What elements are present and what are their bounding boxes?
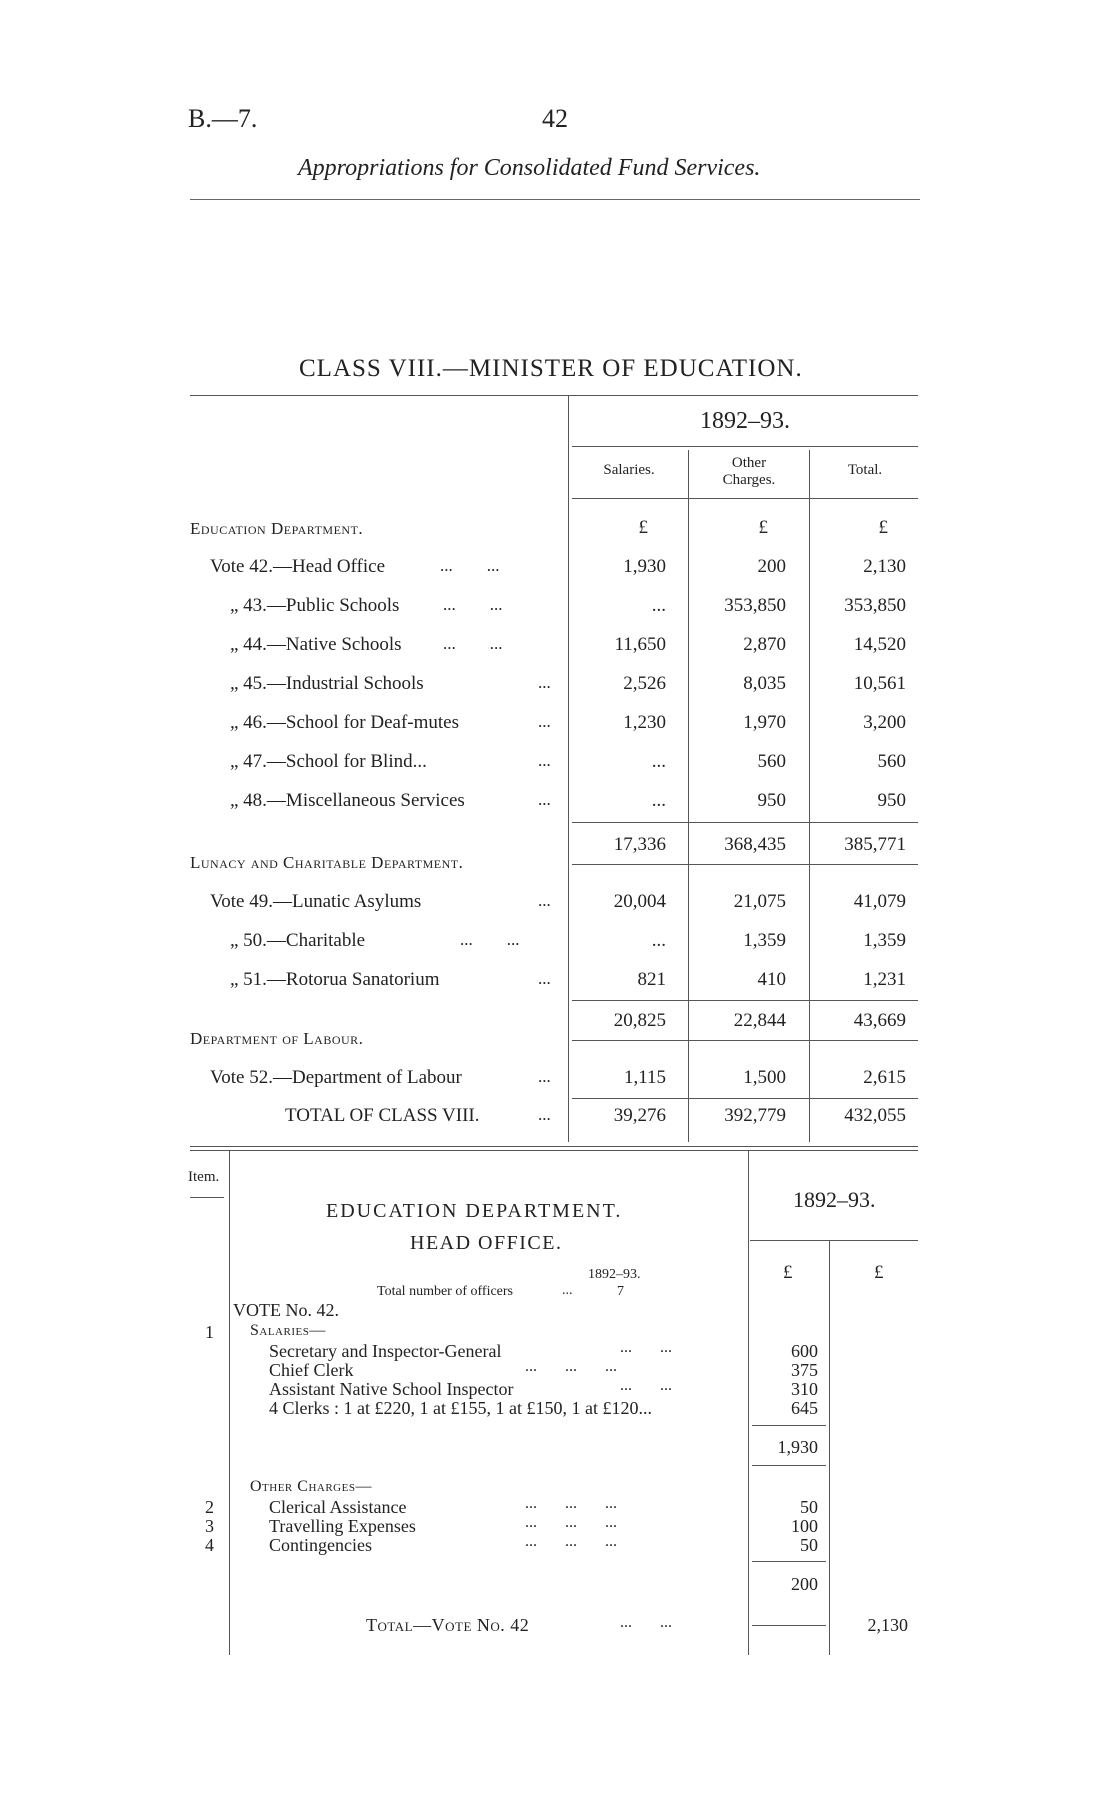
row-other: 200 [757, 556, 786, 577]
officers-year: 1892–93. [588, 1267, 641, 1282]
salary-item-number: 1 [205, 1322, 214, 1342]
salary-line-amount: 600 [791, 1341, 818, 1361]
salary-line-label: Assistant Native School Inspector [269, 1379, 514, 1399]
row-label: „ 44.—Native Schools [230, 634, 402, 655]
row-total: 353,850 [844, 595, 906, 616]
summary-top-rule [190, 395, 918, 396]
other-line-amount: 100 [791, 1516, 818, 1536]
leader-dots: ... [538, 1067, 551, 1086]
page-subtitle: Appropriations for Consolidated Fund Services. [298, 155, 761, 181]
other-line-item: 2 [205, 1497, 214, 1517]
salary-line-amount: 375 [791, 1360, 818, 1380]
row-salaries: 821 [637, 969, 666, 990]
grand-total-salaries: 39,276 [613, 1105, 666, 1126]
col-header-rule [572, 498, 918, 499]
item-column-header: Item. [188, 1169, 220, 1185]
document-reference: B.—7. [188, 104, 258, 133]
leader-dots: ... ... [460, 930, 520, 949]
detail-year-header: 1892–93. [793, 1187, 876, 1212]
col-divider-mid1 [688, 450, 689, 1142]
other-line-item: 4 [205, 1535, 214, 1555]
other-line-label: Contingencies [269, 1535, 372, 1555]
leader-dots: ... [562, 1283, 573, 1298]
summary-title: CLASS VIII.—MINISTER OF EDUCATION. [299, 355, 803, 382]
row-label: „ 48.—Miscellaneous Services [230, 790, 465, 811]
col-header-salaries: Salaries. [603, 462, 655, 478]
row-label: „ 51.—Rotorua Sanatorium [230, 969, 440, 990]
leader-dots: ... [538, 790, 551, 809]
row-salaries: 1,930 [623, 556, 666, 577]
officers-count: 7 [617, 1284, 624, 1299]
row-other: 950 [757, 790, 786, 811]
salary-line-amount: 645 [791, 1398, 818, 1418]
section-heading-lunacy: Lunacy and Charitable Department. [190, 853, 464, 872]
row-total: 2,615 [863, 1067, 906, 1088]
currency-total: £ [878, 517, 888, 538]
subtotal-bottom-rule [572, 1040, 918, 1041]
vote-total-amount: 2,130 [867, 1615, 908, 1635]
row-salaries: ... [651, 751, 666, 772]
subtotal-rule [572, 1000, 918, 1001]
row-total: 3,200 [863, 712, 906, 733]
leader-dots: ... [538, 673, 551, 692]
subtotal-salaries: 17,336 [613, 834, 666, 855]
row-label: „ 47.—School for Blind... [230, 751, 427, 772]
grand-total-total: 432,055 [844, 1105, 906, 1126]
detail-year-rule [750, 1240, 918, 1241]
vote-total-label: Total—Vote No. 42 [366, 1615, 530, 1635]
detail-office-title: HEAD OFFICE. [410, 1232, 563, 1254]
subtotal-total: 385,771 [844, 834, 906, 855]
salaries-heading: Salaries— [250, 1322, 326, 1339]
leader-dots: ... ... [620, 1614, 672, 1631]
other-line-amount: 50 [800, 1535, 818, 1555]
currency-other: £ [758, 517, 768, 538]
row-salaries: 2,526 [623, 673, 666, 694]
other-line-label: Clerical Assistance [269, 1497, 407, 1517]
row-label: „ 50.—Charitable [230, 930, 366, 951]
salary-line-label: Secretary and Inspector-General [269, 1341, 502, 1361]
subtotal-total: 43,669 [853, 1010, 906, 1031]
row-other: 2,870 [743, 634, 786, 655]
row-total: 41,079 [853, 891, 906, 912]
year-rule [572, 446, 918, 447]
row-other: 353,850 [724, 595, 786, 616]
salary-line-label: Chief Clerk [269, 1360, 354, 1380]
summary-year-header: 1892–93. [700, 408, 790, 434]
vote-total-rule [752, 1625, 826, 1626]
row-label: Vote 42.—Head Office [210, 556, 385, 577]
subtotal-other: 368,435 [724, 834, 786, 855]
leader-dots: ... ... [443, 634, 503, 653]
col-divider-left [568, 395, 569, 1142]
leader-dots: ... ... [443, 595, 503, 614]
row-total: 10,561 [853, 673, 906, 694]
leader-dots: ... ... ... [525, 1358, 617, 1375]
amount-col-divider-left [748, 1150, 749, 1655]
row-total: 560 [877, 751, 906, 772]
row-total: 2,130 [863, 556, 906, 577]
leader-dots: ... [538, 969, 551, 988]
grand-total-other: 392,779 [724, 1105, 786, 1126]
row-other: 8,035 [743, 673, 786, 694]
vote-label: VOTE No. 42. [233, 1300, 339, 1320]
row-total: 14,520 [853, 634, 906, 655]
leader-dots: ... [538, 712, 551, 731]
col-header-total: Total. [847, 462, 883, 478]
col-header-other-2: Charges. [722, 472, 776, 488]
row-other: 1,970 [743, 712, 786, 733]
row-salaries: 11,650 [614, 634, 666, 655]
row-salaries: ... [651, 790, 666, 811]
row-other: 560 [757, 751, 786, 772]
summary-bottom-rule-1 [190, 1146, 918, 1147]
leader-dots: ... ... ... [525, 1495, 617, 1512]
grand-total-rule [572, 1098, 918, 1099]
salary-line-label: 4 Clerks : 1 at £220, 1 at £155, 1 at £150, 1 at £120... [269, 1398, 652, 1418]
row-other: 1,500 [743, 1067, 786, 1088]
detail-currency-1: £ [783, 1262, 793, 1283]
row-total: 1,231 [863, 969, 906, 990]
amount-col-divider-mid [829, 1240, 830, 1655]
leader-dots: ... ... [440, 556, 500, 575]
summary-bottom-rule-2 [190, 1150, 918, 1151]
other-line-item: 3 [205, 1516, 214, 1536]
leader-dots: ... [538, 891, 551, 910]
salary-line-amount: 310 [791, 1379, 818, 1399]
section-heading-education: Education Department. [190, 519, 364, 538]
row-salaries: 20,004 [613, 891, 666, 912]
row-salaries: 1,230 [623, 712, 666, 733]
officers-label: Total number of officers [377, 1284, 513, 1299]
salaries-subtotal-bottom-rule [752, 1465, 826, 1466]
salaries-subtotal-rule [752, 1425, 826, 1426]
item-col-divider [229, 1150, 230, 1655]
leader-dots: ... [538, 1105, 551, 1124]
row-label: „ 46.—School for Deaf-mutes [230, 712, 459, 733]
row-label: Vote 52.—Department of Labour [210, 1067, 462, 1088]
detail-currency-2: £ [874, 1262, 884, 1283]
row-other: 410 [757, 969, 786, 990]
row-label: Vote 49.—Lunatic Asylums [210, 891, 422, 912]
other-charges-heading: Other Charges— [250, 1478, 372, 1495]
row-other: 21,075 [733, 891, 786, 912]
subtotal-salaries: 20,825 [613, 1010, 666, 1031]
other-subtotal-rule [752, 1561, 826, 1562]
other-line-amount: 50 [800, 1497, 818, 1517]
header-rule [190, 199, 920, 200]
leader-dots: ... ... ... [525, 1533, 617, 1550]
other-subtotal: 200 [791, 1574, 818, 1594]
subtotal-rule [572, 822, 918, 823]
row-salaries: 1,115 [623, 1067, 666, 1088]
subtotal-other: 22,844 [733, 1010, 786, 1031]
leader-dots: ... ... [620, 1377, 672, 1394]
row-salaries: ... [651, 930, 666, 951]
row-total: 950 [877, 790, 906, 811]
subtotal-bottom-rule [572, 864, 918, 865]
row-label: „ 43.—Public Schools [230, 595, 400, 616]
item-header-rule [190, 1197, 224, 1198]
leader-dots: ... ... ... [525, 1514, 617, 1531]
leader-dots: ... [538, 751, 551, 770]
leader-dots: ... ... [620, 1339, 672, 1356]
row-total: 1,359 [863, 930, 906, 951]
grand-total-label: TOTAL OF CLASS VIII. [285, 1105, 480, 1126]
page-number: 42 [542, 104, 568, 133]
detail-dept-title: EDUCATION DEPARTMENT. [326, 1200, 623, 1222]
row-other: 1,359 [743, 930, 786, 951]
currency-salaries: £ [638, 517, 648, 538]
row-salaries: ... [651, 595, 666, 616]
col-header-other-1: Other [731, 455, 767, 471]
row-label: „ 45.—Industrial Schools [230, 673, 424, 694]
other-line-label: Travelling Expenses [269, 1516, 416, 1536]
salaries-subtotal: 1,930 [777, 1437, 818, 1457]
section-heading-labour: Department of Labour. [190, 1029, 364, 1048]
